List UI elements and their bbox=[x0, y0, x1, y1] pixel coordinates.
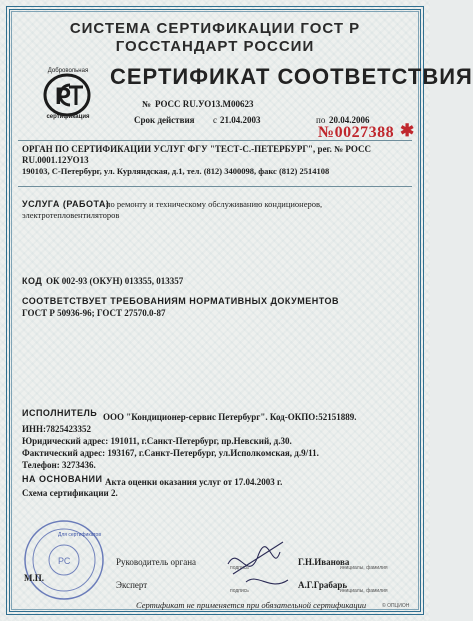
expert-initials-caption: инициалы, фамилия bbox=[340, 588, 388, 594]
cert-number: РОСС RU.УО13.М00623 bbox=[155, 99, 254, 109]
system-title: СИСТЕМА СЕРТИФИКАЦИИ ГОСТ Р bbox=[69, 20, 361, 37]
certificate-title: СЕРТИФИКАТ СООТВЕТСТВИЯ bbox=[110, 64, 473, 89]
code-value: ОК 002-93 (ОКУН) 013355, 013357 bbox=[46, 276, 184, 286]
svg-text:РС: РС bbox=[58, 556, 71, 566]
round-stamp-icon bbox=[22, 518, 106, 602]
expert-name: А.Г.Грабарь bbox=[298, 580, 348, 590]
certification-scheme: Схема сертификации 2. bbox=[22, 488, 118, 498]
validity-label: Срок действия bbox=[134, 115, 195, 125]
executor-legal-address: Юридический адрес: 191011, г.Санкт-Петербург, пр.Невский, д.30. bbox=[22, 436, 292, 446]
svg-text:Р: Р bbox=[55, 83, 72, 110]
printer-mark: © ОПЦИОН bbox=[382, 603, 410, 609]
handwritten-signature-icon bbox=[218, 534, 298, 596]
from-label: с bbox=[213, 115, 217, 125]
executor-phone: Телефон: 3273436. bbox=[22, 460, 96, 470]
basis-text: Акта оценки оказания услуг от 17.04.2003 г. bbox=[105, 477, 283, 487]
expert-sig-caption: подпись bbox=[230, 588, 249, 594]
organ-line2: RU.0001.12УО13 bbox=[22, 155, 89, 165]
organ-line1: ОРГАН ПО СЕРТИФИКАЦИИ УСЛУГ ФГУ "ТЕСТ-С.-ПЕТЕРБУРГ", рег. № РОСС bbox=[22, 144, 371, 154]
footer-note: Сертификат не применяется при обязательной сертификации bbox=[136, 600, 367, 610]
cert-number-label: № bbox=[142, 99, 152, 109]
code-label: КОД bbox=[22, 276, 43, 286]
head-initials-caption: инициалы, фамилия bbox=[340, 565, 388, 571]
executor-inn: ИНН:7825423352 bbox=[22, 424, 91, 434]
executor-name: ООО "Кондиционер-сервис Петербург". Код-ОКПО:52151889. bbox=[103, 412, 357, 422]
head-label: Руководитель органа bbox=[116, 557, 197, 567]
stamp-mp: М.П. bbox=[24, 573, 44, 583]
conformity-docs: ГОСТ Р 50936-96; ГОСТ 27570.0-87 bbox=[22, 308, 166, 318]
divider bbox=[18, 186, 412, 187]
head-sig-caption: подпись bbox=[230, 565, 249, 571]
to-label: по bbox=[316, 115, 326, 125]
expert-label: Эксперт bbox=[116, 580, 148, 590]
executor-label: ИСПОЛНИТЕЛЬ bbox=[22, 408, 98, 418]
logo-top-caption: Добровольная bbox=[47, 68, 89, 74]
from-date: 21.04.2003 bbox=[220, 115, 261, 125]
to-date: 20.04.2006 bbox=[329, 115, 370, 125]
head-name: Г.Н.Иванова bbox=[298, 557, 350, 567]
organ-address: 190103, С-Петербург, ул. Курляндская, д.1, тел. (812) 3400098, факс (812) 2514108 bbox=[22, 166, 330, 176]
blank-serial-number: №0027388 bbox=[318, 124, 395, 141]
stamp-label: Для сертификатов bbox=[58, 532, 101, 538]
logo-bottom-caption: сертификация bbox=[46, 114, 90, 120]
executor-actual-address: Фактический адрес: 193167, г.Санкт-Петербург, ул.Исполкомская, д.9/11. bbox=[22, 448, 319, 458]
divider bbox=[18, 140, 412, 141]
service-line2: электротепловентиляторов bbox=[22, 210, 120, 220]
red-star-icon: ✱ bbox=[400, 121, 415, 140]
basis-label: НА ОСНОВАНИИ bbox=[22, 474, 103, 484]
conformity-label: СООТВЕТСТВУЕТ ТРЕБОВАНИЯМ НОРМАТИВНЫХ ДОКУМЕНТОВ bbox=[22, 296, 339, 306]
service-label: УСЛУГА (РАБОТА) bbox=[22, 199, 110, 209]
service-line1: по ремонту и техническому обслуживанию кондиционеров, bbox=[106, 199, 323, 209]
gosstandart-title: ГОССТАНДАРТ РОССИИ bbox=[115, 38, 315, 55]
